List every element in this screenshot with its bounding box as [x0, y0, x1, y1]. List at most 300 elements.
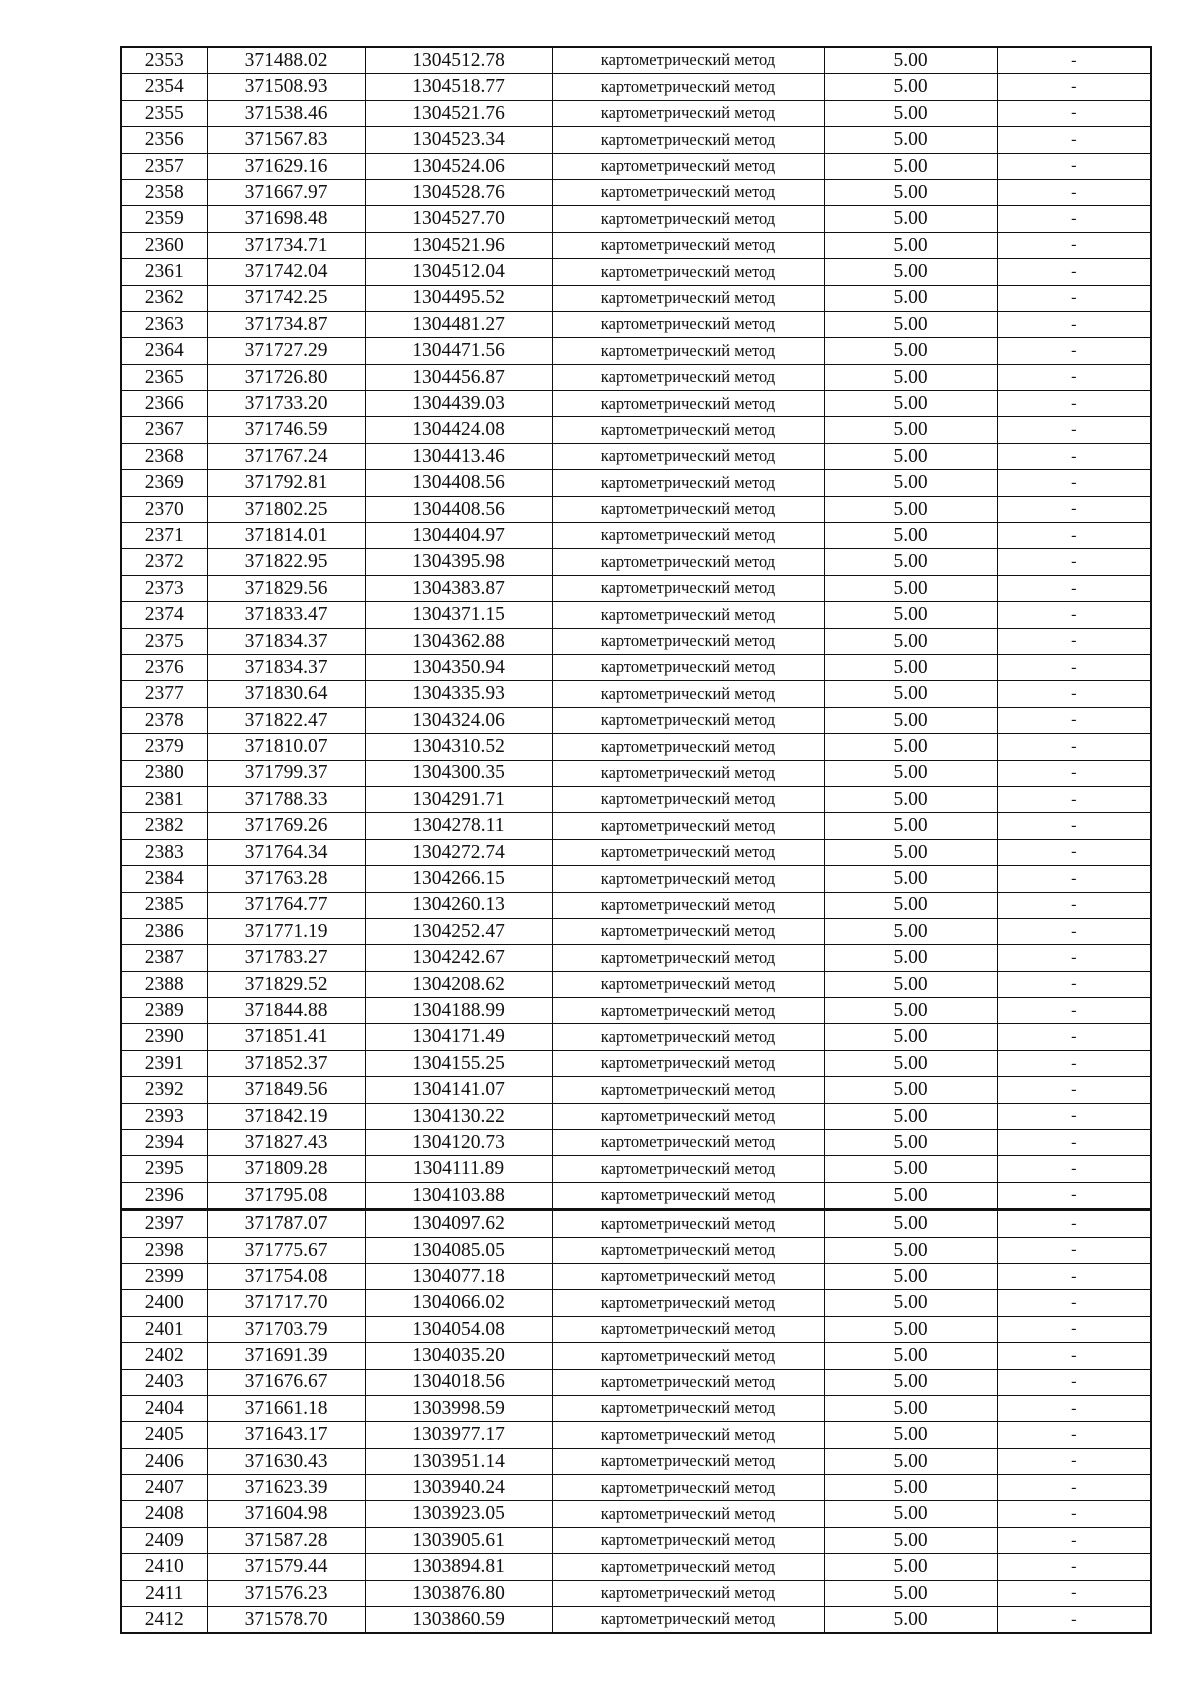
point-number-cell: 2365: [121, 364, 207, 390]
y-coordinate-cell: 1303894.81: [365, 1554, 552, 1580]
accuracy-cell: 5.00: [824, 1475, 997, 1501]
x-coordinate-cell: 371792.81: [207, 470, 365, 496]
accuracy-cell: 5.00: [824, 364, 997, 390]
y-coordinate-cell: 1303923.05: [365, 1501, 552, 1527]
point-number-cell: 2388: [121, 971, 207, 997]
y-coordinate-cell: 1304408.56: [365, 496, 552, 522]
x-coordinate-cell: 371746.59: [207, 417, 365, 443]
accuracy-cell: 5.00: [824, 1501, 997, 1527]
note-cell: -: [997, 338, 1151, 364]
method-cell: картометрический метод: [552, 760, 824, 786]
y-coordinate-cell: 1304097.62: [365, 1210, 552, 1237]
x-coordinate-cell: 371852.37: [207, 1050, 365, 1076]
point-number-cell: 2395: [121, 1156, 207, 1182]
method-cell: картометрический метод: [552, 1050, 824, 1076]
table-row: [121, 338, 1151, 364]
x-coordinate-cell: 371830.64: [207, 681, 365, 707]
y-coordinate-cell: 1304324.06: [365, 707, 552, 733]
x-coordinate-cell: 371788.33: [207, 786, 365, 812]
method-cell: картометрический метод: [552, 1395, 824, 1421]
note-cell: -: [997, 1263, 1151, 1289]
point-number-cell: 2378: [121, 707, 207, 733]
point-number-cell: 2376: [121, 654, 207, 680]
x-coordinate-cell: 371734.71: [207, 232, 365, 258]
point-number-cell: 2401: [121, 1316, 207, 1342]
accuracy-cell: 5.00: [824, 1395, 997, 1421]
accuracy-cell: 5.00: [824, 74, 997, 100]
point-number-cell: 2370: [121, 496, 207, 522]
x-coordinate-cell: 371623.39: [207, 1475, 365, 1501]
x-coordinate-cell: 371769.26: [207, 813, 365, 839]
x-coordinate-cell: 371834.37: [207, 654, 365, 680]
method-cell: картометрический метод: [552, 813, 824, 839]
note-cell: -: [997, 1607, 1151, 1634]
point-number-cell: 2357: [121, 153, 207, 179]
note-cell: -: [997, 523, 1151, 549]
method-cell: картометрический метод: [552, 918, 824, 944]
x-coordinate-cell: 371538.46: [207, 100, 365, 126]
method-cell: картометрический метод: [552, 1290, 824, 1316]
note-cell: -: [997, 1077, 1151, 1103]
method-cell: картометрический метод: [552, 945, 824, 971]
note-cell: -: [997, 918, 1151, 944]
accuracy-cell: 5.00: [824, 1343, 997, 1369]
table-row: [121, 1290, 1151, 1316]
y-coordinate-cell: 1304395.98: [365, 549, 552, 575]
note-cell: -: [997, 1316, 1151, 1342]
method-cell: картометрический метод: [552, 179, 824, 205]
point-number-cell: 2366: [121, 391, 207, 417]
note-cell: -: [997, 734, 1151, 760]
note-cell: -: [997, 311, 1151, 337]
y-coordinate-cell: 1304111.89: [365, 1156, 552, 1182]
method-cell: картометрический метод: [552, 602, 824, 628]
method-cell: картометрический метод: [552, 866, 824, 892]
table-row: [121, 734, 1151, 760]
accuracy-cell: 5.00: [824, 179, 997, 205]
point-number-cell: 2356: [121, 127, 207, 153]
table-row: [121, 259, 1151, 285]
accuracy-cell: 5.00: [824, 786, 997, 812]
y-coordinate-cell: 1304035.20: [365, 1343, 552, 1369]
accuracy-cell: 5.00: [824, 1290, 997, 1316]
note-cell: -: [997, 575, 1151, 601]
table-row: [121, 575, 1151, 601]
note-cell: -: [997, 1554, 1151, 1580]
note-cell: -: [997, 74, 1151, 100]
method-cell: картометрический метод: [552, 1237, 824, 1263]
point-number-cell: 2385: [121, 892, 207, 918]
table-row: [121, 127, 1151, 153]
y-coordinate-cell: 1303977.17: [365, 1422, 552, 1448]
method-cell: картометрический метод: [552, 1475, 824, 1501]
y-coordinate-cell: 1304141.07: [365, 1077, 552, 1103]
note-cell: -: [997, 813, 1151, 839]
x-coordinate-cell: 371508.93: [207, 74, 365, 100]
point-number-cell: 2379: [121, 734, 207, 760]
point-number-cell: 2358: [121, 179, 207, 205]
y-coordinate-cell: 1304481.27: [365, 311, 552, 337]
accuracy-cell: 5.00: [824, 1130, 997, 1156]
note-cell: -: [997, 206, 1151, 232]
y-coordinate-cell: 1304521.76: [365, 100, 552, 126]
method-cell: картометрический метод: [552, 74, 824, 100]
table-row: [121, 918, 1151, 944]
point-number-cell: 2402: [121, 1343, 207, 1369]
accuracy-cell: 5.00: [824, 707, 997, 733]
coordinates-table: [120, 46, 1152, 1634]
method-cell: картометрический метод: [552, 496, 824, 522]
note-cell: -: [997, 1237, 1151, 1263]
x-coordinate-cell: 371829.52: [207, 971, 365, 997]
note-cell: -: [997, 232, 1151, 258]
accuracy-cell: 5.00: [824, 734, 997, 760]
x-coordinate-cell: 371630.43: [207, 1448, 365, 1474]
note-cell: -: [997, 1343, 1151, 1369]
accuracy-cell: 5.00: [824, 1050, 997, 1076]
x-coordinate-cell: 371822.95: [207, 549, 365, 575]
table-row: [121, 1501, 1151, 1527]
accuracy-cell: 5.00: [824, 892, 997, 918]
x-coordinate-cell: 371799.37: [207, 760, 365, 786]
note-cell: -: [997, 1156, 1151, 1182]
note-cell: -: [997, 1395, 1151, 1421]
x-coordinate-cell: 371842.19: [207, 1103, 365, 1129]
y-coordinate-cell: 1304512.04: [365, 259, 552, 285]
y-coordinate-cell: 1304242.67: [365, 945, 552, 971]
method-cell: картометрический метод: [552, 391, 824, 417]
y-coordinate-cell: 1304310.52: [365, 734, 552, 760]
y-coordinate-cell: 1304260.13: [365, 892, 552, 918]
y-coordinate-cell: 1304103.88: [365, 1182, 552, 1209]
method-cell: картометрический метод: [552, 1024, 824, 1050]
point-number-cell: 2398: [121, 1237, 207, 1263]
point-number-cell: 2403: [121, 1369, 207, 1395]
method-cell: картометрический метод: [552, 127, 824, 153]
accuracy-cell: 5.00: [824, 866, 997, 892]
note-cell: -: [997, 1103, 1151, 1129]
accuracy-cell: 5.00: [824, 100, 997, 126]
point-number-cell: 2354: [121, 74, 207, 100]
accuracy-cell: 5.00: [824, 470, 997, 496]
note-cell: -: [997, 1527, 1151, 1553]
point-number-cell: 2371: [121, 523, 207, 549]
table-row: [121, 47, 1151, 74]
table-row: [121, 1237, 1151, 1263]
y-coordinate-cell: 1304404.97: [365, 523, 552, 549]
accuracy-cell: 5.00: [824, 1580, 997, 1606]
note-cell: -: [997, 760, 1151, 786]
point-number-cell: 2375: [121, 628, 207, 654]
point-number-cell: 2404: [121, 1395, 207, 1421]
point-number-cell: 2397: [121, 1210, 207, 1237]
accuracy-cell: 5.00: [824, 338, 997, 364]
y-coordinate-cell: 1304272.74: [365, 839, 552, 865]
point-number-cell: 2408: [121, 1501, 207, 1527]
accuracy-cell: 5.00: [824, 417, 997, 443]
accuracy-cell: 5.00: [824, 1210, 997, 1237]
accuracy-cell: 5.00: [824, 285, 997, 311]
note-cell: -: [997, 1210, 1151, 1237]
method-cell: картометрический метод: [552, 786, 824, 812]
table-row: [121, 285, 1151, 311]
x-coordinate-cell: 371733.20: [207, 391, 365, 417]
point-number-cell: 2396: [121, 1182, 207, 1209]
accuracy-cell: 5.00: [824, 206, 997, 232]
y-coordinate-cell: 1304278.11: [365, 813, 552, 839]
x-coordinate-cell: 371726.80: [207, 364, 365, 390]
accuracy-cell: 5.00: [824, 971, 997, 997]
table-row: [121, 1343, 1151, 1369]
accuracy-cell: 5.00: [824, 1448, 997, 1474]
note-cell: -: [997, 602, 1151, 628]
point-number-cell: 2384: [121, 866, 207, 892]
accuracy-cell: 5.00: [824, 1024, 997, 1050]
y-coordinate-cell: 1304524.06: [365, 153, 552, 179]
point-number-cell: 2410: [121, 1554, 207, 1580]
y-coordinate-cell: 1304518.77: [365, 74, 552, 100]
x-coordinate-cell: 371783.27: [207, 945, 365, 971]
note-cell: -: [997, 496, 1151, 522]
y-coordinate-cell: 1304335.93: [365, 681, 552, 707]
x-coordinate-cell: 371488.02: [207, 47, 365, 74]
y-coordinate-cell: 1304252.47: [365, 918, 552, 944]
table-row: [121, 100, 1151, 126]
y-coordinate-cell: 1304528.76: [365, 179, 552, 205]
point-number-cell: 2390: [121, 1024, 207, 1050]
y-coordinate-cell: 1304439.03: [365, 391, 552, 417]
accuracy-cell: 5.00: [824, 549, 997, 575]
point-number-cell: 2353: [121, 47, 207, 74]
accuracy-cell: 5.00: [824, 311, 997, 337]
method-cell: картометрический метод: [552, 1316, 824, 1342]
x-coordinate-cell: 371802.25: [207, 496, 365, 522]
y-coordinate-cell: 1304383.87: [365, 575, 552, 601]
table-row: [121, 523, 1151, 549]
x-coordinate-cell: 371767.24: [207, 443, 365, 469]
accuracy-cell: 5.00: [824, 628, 997, 654]
table-row: [121, 602, 1151, 628]
table-row: [121, 1475, 1151, 1501]
x-coordinate-cell: 371742.25: [207, 285, 365, 311]
x-coordinate-cell: 371771.19: [207, 918, 365, 944]
note-cell: -: [997, 1448, 1151, 1474]
note-cell: -: [997, 998, 1151, 1024]
table-row: [121, 707, 1151, 733]
accuracy-cell: 5.00: [824, 1182, 997, 1209]
x-coordinate-cell: 371844.88: [207, 998, 365, 1024]
y-coordinate-cell: 1304085.05: [365, 1237, 552, 1263]
y-coordinate-cell: 1303905.61: [365, 1527, 552, 1553]
table-row: [121, 945, 1151, 971]
point-number-cell: 2407: [121, 1475, 207, 1501]
note-cell: -: [997, 892, 1151, 918]
table-row: [121, 74, 1151, 100]
table-row: [121, 1527, 1151, 1553]
method-cell: картометрический метод: [552, 628, 824, 654]
note-cell: -: [997, 681, 1151, 707]
y-coordinate-cell: 1304291.71: [365, 786, 552, 812]
x-coordinate-cell: 371795.08: [207, 1182, 365, 1209]
table-row: [121, 232, 1151, 258]
y-coordinate-cell: 1304408.56: [365, 470, 552, 496]
point-number-cell: 2394: [121, 1130, 207, 1156]
method-cell: картометрический метод: [552, 417, 824, 443]
table-row: [121, 1103, 1151, 1129]
table-row: [121, 1422, 1151, 1448]
note-cell: -: [997, 1475, 1151, 1501]
note-cell: -: [997, 628, 1151, 654]
table-row: [121, 1130, 1151, 1156]
point-number-cell: 2360: [121, 232, 207, 258]
x-coordinate-cell: 371764.77: [207, 892, 365, 918]
method-cell: картометрический метод: [552, 1369, 824, 1395]
x-coordinate-cell: 371849.56: [207, 1077, 365, 1103]
method-cell: картометрический метод: [552, 259, 824, 285]
note-cell: -: [997, 127, 1151, 153]
method-cell: картометрический метод: [552, 1077, 824, 1103]
accuracy-cell: 5.00: [824, 1237, 997, 1263]
method-cell: картометрический метод: [552, 1156, 824, 1182]
table-row: [121, 1316, 1151, 1342]
point-number-cell: 2392: [121, 1077, 207, 1103]
point-number-cell: 2412: [121, 1607, 207, 1634]
y-coordinate-cell: 1303860.59: [365, 1607, 552, 1634]
table-row: [121, 1024, 1151, 1050]
table-row: [121, 417, 1151, 443]
point-number-cell: 2386: [121, 918, 207, 944]
method-cell: картометрический метод: [552, 1210, 824, 1237]
point-number-cell: 2367: [121, 417, 207, 443]
method-cell: картометрический метод: [552, 971, 824, 997]
table-row: [121, 1554, 1151, 1580]
y-coordinate-cell: 1303876.80: [365, 1580, 552, 1606]
note-cell: -: [997, 153, 1151, 179]
x-coordinate-cell: 371629.16: [207, 153, 365, 179]
x-coordinate-cell: 371587.28: [207, 1527, 365, 1553]
x-coordinate-cell: 371829.56: [207, 575, 365, 601]
method-cell: картометрический метод: [552, 206, 824, 232]
method-cell: картометрический метод: [552, 100, 824, 126]
table-row: [121, 1156, 1151, 1182]
note-cell: -: [997, 364, 1151, 390]
y-coordinate-cell: 1304523.34: [365, 127, 552, 153]
method-cell: картометрический метод: [552, 575, 824, 601]
method-cell: картометрический метод: [552, 1182, 824, 1209]
method-cell: картометрический метод: [552, 1263, 824, 1289]
y-coordinate-cell: 1304188.99: [365, 998, 552, 1024]
note-cell: -: [997, 1182, 1151, 1209]
table-row: [121, 892, 1151, 918]
accuracy-cell: 5.00: [824, 602, 997, 628]
y-coordinate-cell: 1304371.15: [365, 602, 552, 628]
method-cell: картометрический метод: [552, 707, 824, 733]
point-number-cell: 2373: [121, 575, 207, 601]
method-cell: картометрический метод: [552, 443, 824, 469]
x-coordinate-cell: 371851.41: [207, 1024, 365, 1050]
x-coordinate-cell: 371814.01: [207, 523, 365, 549]
accuracy-cell: 5.00: [824, 1156, 997, 1182]
table-row: [121, 179, 1151, 205]
point-number-cell: 2411: [121, 1580, 207, 1606]
accuracy-cell: 5.00: [824, 127, 997, 153]
table-row: [121, 786, 1151, 812]
x-coordinate-cell: 371643.17: [207, 1422, 365, 1448]
x-coordinate-cell: 371822.47: [207, 707, 365, 733]
note-cell: -: [997, 866, 1151, 892]
x-coordinate-cell: 371787.07: [207, 1210, 365, 1237]
note-cell: -: [997, 786, 1151, 812]
note-cell: -: [997, 839, 1151, 865]
method-cell: картометрический метод: [552, 1343, 824, 1369]
table-row: [121, 813, 1151, 839]
note-cell: -: [997, 971, 1151, 997]
note-cell: -: [997, 549, 1151, 575]
y-coordinate-cell: 1303940.24: [365, 1475, 552, 1501]
note-cell: -: [997, 1290, 1151, 1316]
point-number-cell: 2400: [121, 1290, 207, 1316]
accuracy-cell: 5.00: [824, 1316, 997, 1342]
x-coordinate-cell: 371579.44: [207, 1554, 365, 1580]
method-cell: картометрический метод: [552, 153, 824, 179]
table-row: [121, 760, 1151, 786]
x-coordinate-cell: 371754.08: [207, 1263, 365, 1289]
table-row: [121, 1182, 1151, 1209]
note-cell: -: [997, 707, 1151, 733]
method-cell: картометрический метод: [552, 285, 824, 311]
y-coordinate-cell: 1304266.15: [365, 866, 552, 892]
x-coordinate-cell: 371717.70: [207, 1290, 365, 1316]
accuracy-cell: 5.00: [824, 839, 997, 865]
point-number-cell: 2364: [121, 338, 207, 364]
accuracy-cell: 5.00: [824, 1369, 997, 1395]
table-row: [121, 311, 1151, 337]
method-cell: картометрический метод: [552, 523, 824, 549]
y-coordinate-cell: 1304456.87: [365, 364, 552, 390]
point-number-cell: 2372: [121, 549, 207, 575]
note-cell: -: [997, 1422, 1151, 1448]
method-cell: картометрический метод: [552, 1554, 824, 1580]
y-coordinate-cell: 1304521.96: [365, 232, 552, 258]
method-cell: картометрический метод: [552, 364, 824, 390]
accuracy-cell: 5.00: [824, 47, 997, 74]
table-row: [121, 1448, 1151, 1474]
note-cell: -: [997, 391, 1151, 417]
y-coordinate-cell: 1304527.70: [365, 206, 552, 232]
x-coordinate-cell: 371698.48: [207, 206, 365, 232]
accuracy-cell: 5.00: [824, 496, 997, 522]
note-cell: -: [997, 1130, 1151, 1156]
note-cell: -: [997, 259, 1151, 285]
method-cell: картометрический метод: [552, 1527, 824, 1553]
point-number-cell: 2406: [121, 1448, 207, 1474]
point-number-cell: 2405: [121, 1422, 207, 1448]
x-coordinate-cell: 371691.39: [207, 1343, 365, 1369]
y-coordinate-cell: 1304300.35: [365, 760, 552, 786]
x-coordinate-cell: 371810.07: [207, 734, 365, 760]
x-coordinate-cell: 371567.83: [207, 127, 365, 153]
table-row: [121, 496, 1151, 522]
point-number-cell: 2377: [121, 681, 207, 707]
method-cell: картометрический метод: [552, 1448, 824, 1474]
y-coordinate-cell: 1304512.78: [365, 47, 552, 74]
method-cell: картометрический метод: [552, 1103, 824, 1129]
table-row: [121, 1050, 1151, 1076]
method-cell: картометрический метод: [552, 892, 824, 918]
note-cell: -: [997, 47, 1151, 74]
note-cell: -: [997, 1024, 1151, 1050]
accuracy-cell: 5.00: [824, 523, 997, 549]
